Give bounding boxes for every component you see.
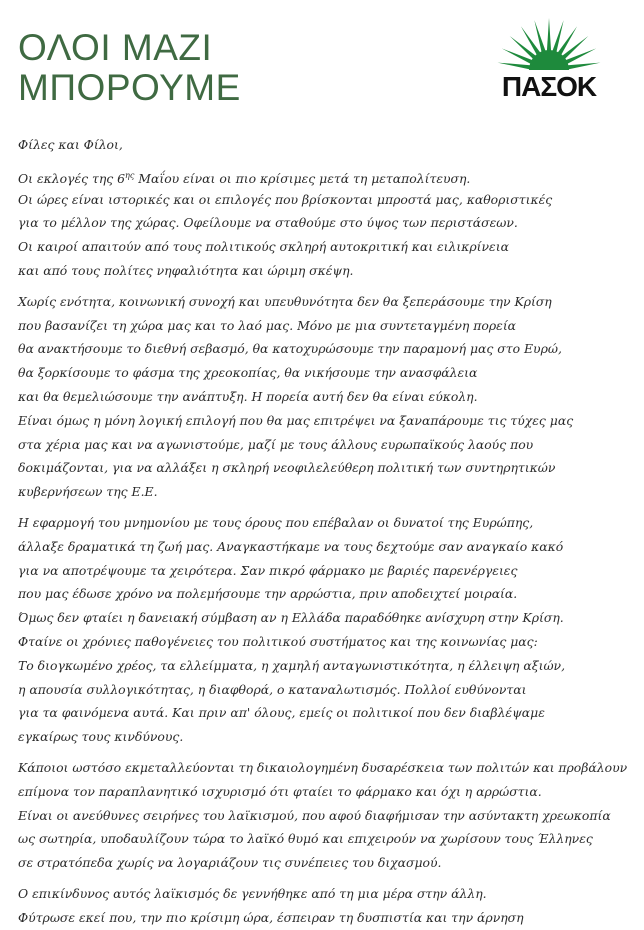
letter-line: κυβερνήσεων της Ε.Ε. [18, 484, 158, 500]
letter-line: ως σωτηρία, υποδαυλίζουν τώρα το λαϊκό θυμό και επιχειρούν να χωρίσουν τους Έλληνες [18, 831, 593, 847]
letter-line: που μας έδωσε χρόνο να πολεμήσουμε την αρρώστια, πριν αποδειχτεί μοιραία. [18, 586, 518, 602]
letter-greeting: Φίλες και Φίλοι, [18, 137, 123, 152]
sun-ray [510, 36, 537, 60]
headline-line-2: ΜΠΟΡΟΥΜΕ [18, 67, 241, 108]
letter-line: Οι καιροί απαιτούν από τους πολιτικούς σκληρή αυτοκριτική και ειλικρίνεια [18, 239, 509, 255]
letter-paragraph [18, 511, 642, 749]
letter-line: που βασανίζει τη χώρα μας και το λαό μας. Μόνο με μια συντεταγμένη πορεία [18, 317, 517, 333]
letter-line: για το μέλλον της χώρας. Οφείλουμε να σταθούμε στο ύψος των περιστάσεων. [18, 215, 518, 231]
letter-line: και από τους πολίτες νηφαλιότητα και ώριμη σκέψη. [18, 262, 354, 278]
letter-line: και θα θεμελιώσουμε την ανάπτυξη. Η πορεία αυτή δεν θα είναι εύκολη. [18, 388, 478, 404]
letter-line: Όμως δεν φταίει η δανειακή σύμβαση αν η Ελλάδα παραδόθηκε ανίσχυρη στην Κρίση. [18, 610, 564, 626]
letter-line: για να αποτρέψουμε τα χειρότερα. Σαν πικρό φάρμακο με βαριές παρενέργειες [18, 562, 518, 578]
letter-line: Το διογκωμένο χρέος, τα ελλείμματα, η χαμηλή ανταγωνιστικότητα, η έλλειψη αξιών, [18, 657, 566, 673]
letter-line: εγκαίρως τους κινδύνους. [18, 729, 184, 745]
letter-line: Χωρίς ενότητα, κοινωνική συνοχή και υπευθυνότητα δεν θα ξεπεράσουμε την Κρίση [18, 293, 552, 309]
letter-line: άλλαξε δραματικά τη ζωή μας. Αναγκαστήκαμε να τους δεχτούμε σαν αναγκαίο κακό [18, 538, 564, 554]
letter-paragraph [18, 164, 642, 283]
letter-line: Οι εκλογές της $6^{\eta\varsigma}$ Μαΐου είναι οι πιο κρίσιμες μετά τη μεταπολίτευση. [18, 170, 471, 186]
headline-line-1: ΟΛΟΙ ΜΑΖΙ [18, 27, 213, 68]
letter-body [18, 133, 642, 930]
letter-paragraph [18, 882, 642, 930]
green-sun-icon [488, 18, 610, 78]
letter-line: Κάποιοι ωστόσο εκμεταλλεύονται τη δικαιολογημένη δυσαρέσκεια των πολιτών και προβάλουν [18, 759, 628, 775]
sun-ray [498, 63, 532, 70]
letter-line: Ο επικίνδυνος αυτός λαϊκισμός δε γεννήθηκε από τη μια μέρα στην άλλη. [18, 885, 487, 901]
letter-line: θα ανακτήσουμε το διεθνή σεβασμό, θα κατοχυρώσουμε την παραμονή μας στο Ευρώ, [18, 341, 562, 357]
pasok-logo [488, 18, 610, 102]
letter-paragraph [18, 756, 642, 875]
sun-ray [566, 63, 600, 70]
letter-line: επίμονα τον παραπλανητικό ισχυρισμό ότι φταίει το φάρμακο και όχι η αρρώστια. [18, 783, 542, 799]
letter-line: δοκιμάζονται, για να αλλάξει η σκληρή νεοφιλελεύθερη πολιτική των συντηρητικών [18, 460, 556, 476]
headline [18, 28, 241, 108]
letter-line: σε στρατόπεδα χωρίς να λογαριάζουν τις συνέπειες του διχασμού. [18, 855, 442, 871]
sun-ray [561, 36, 588, 60]
letter-line: η απουσία συλλογικότητας, η διαφθορά, ο καταναλωτισμός. Πολλοί ευθύνονται [18, 681, 527, 697]
letter-line: Οι ώρες είναι ιστορικές και οι επιλογές που βρίσκονται μπροστά μας, καθοριστικές [18, 191, 553, 207]
letter-line: Φταίνε οι χρόνιες παθογένειες του πολιτικού συστήματος και της κοινωνίας μας: [18, 633, 538, 649]
letter-line: Είναι οι ανεύθυνες σειρήνες του λαϊκισμού, που αφού διαφήμισαν την ασύντακτη χρεωκοπία [18, 807, 611, 823]
sun-disc [529, 50, 569, 70]
logo-text: ΠΑΣΟΚ [501, 71, 597, 102]
letter-line: στα χέρια μας και να αγωνιστούμε, μαζί με τους άλλους ευρωπαϊκούς λαούς που [18, 436, 534, 452]
sun-ray [547, 18, 551, 52]
letter-line: θα ξορκίσουμε το φάσμα της χρεοκοπίας, θα νικήσουμε την ανασφάλεια [18, 365, 478, 381]
letter-line: Η εφαρμογή του μνημονίου με τους όρους που επέβαλαν οι δυνατοί της Ευρώπης, [18, 514, 534, 530]
letter-paragraph [18, 290, 642, 504]
letter-line: για τα φαινόμενα αυτά. Και πριν απ' όλους, εμείς οι πολιτικοί που δεν διαβλέψαμε [18, 705, 545, 721]
letter-line: Είναι όμως η μόνη λογική επιλογή που θα μας επιτρέψει να ξαναπάρουμε τις τύχες μας [18, 412, 574, 428]
letter-line: Φύτρωσε εκεί που, την πιο κρίσιμη ώρα, έσπειραν τη δυσπιστία και την άρνηση [18, 909, 524, 925]
